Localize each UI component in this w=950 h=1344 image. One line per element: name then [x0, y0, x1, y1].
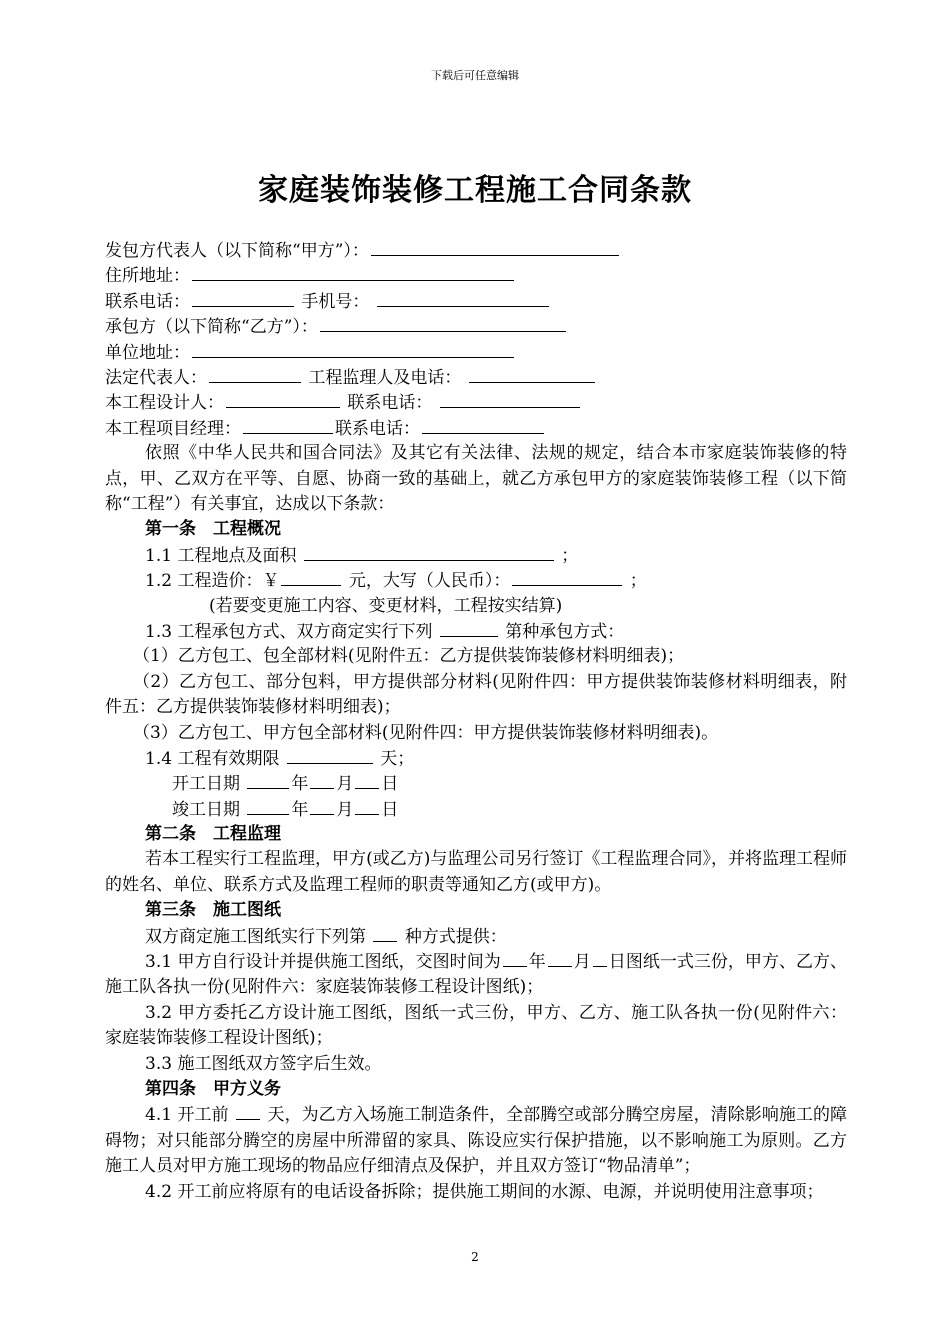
start-year-label: 年: [291, 774, 309, 795]
phone-blank[interactable]: [192, 289, 294, 307]
clause-1-2-capital-label: 元，大写（人民币）：: [348, 571, 511, 592]
start-date-label: 开工日期: [172, 774, 240, 795]
clause-1-3-end: 第种承包方式：: [505, 621, 625, 642]
start-day-label: 日: [381, 774, 399, 795]
intro-paragraph: 依照《中华人民共和国合同法》及其它有关法律、法规的规定，结合本市家庭装饰装修的特点，甲、乙双方在平等、自愿、协商一致的基础上，就乙方承包甲方的家庭装饰装修工程（以下简称“工程”）有关事宜，达成以下条款：: [105, 443, 847, 514]
article-3-heading: 第三条 施工图纸: [145, 900, 281, 921]
manager-phone-label: 联系电话：: [335, 418, 420, 439]
clause-1-2-label: 1.2 工程造价：￥: [145, 571, 280, 592]
manager-line: [105, 416, 847, 441]
clause-1-4-end: 天；: [380, 748, 415, 769]
legal-rep-line: [105, 365, 847, 390]
unit-address-line: [105, 340, 847, 365]
party-b-blank[interactable]: [320, 314, 566, 332]
start-month-blank[interactable]: [310, 771, 334, 789]
clause-1-4: [105, 746, 847, 771]
party-a-label: 发包方代表人（以下简称“甲方”）：: [105, 241, 369, 261]
cost-capital-blank[interactable]: [512, 568, 622, 586]
end-year-label: 年: [291, 799, 309, 820]
start-year-blank[interactable]: [247, 771, 289, 789]
drawing-month-blank[interactable]: [548, 949, 572, 967]
clause-1-1-end: ；: [561, 545, 579, 566]
designer-label: 本工程设计人：: [105, 393, 224, 414]
end-date-line: [105, 797, 847, 822]
legal-rep-blank[interactable]: [209, 365, 301, 383]
document-title: 家庭装饰装修工程施工合同条款: [258, 173, 692, 208]
clause-3-1-rest: 日图纸一式三份，甲方、乙方、施工队各执一份(见附件六：家庭装饰装修工程设计图纸)；: [105, 952, 847, 998]
option-3: （3）乙方包工、甲方包全部材料(见附件四：甲方提供装饰装修材料明细表)。: [133, 722, 719, 743]
party-a-blank[interactable]: [371, 238, 619, 256]
location-area-blank[interactable]: [304, 543, 554, 561]
clause-1-3: [105, 619, 847, 644]
article-3-intro-end: 种方式提供：: [404, 926, 507, 947]
supervisor-blank[interactable]: [469, 365, 595, 383]
clause-1-3-label: 1.3 工程承包方式、双方商定实行下列: [145, 621, 433, 642]
contract-body: [105, 238, 847, 1205]
unit-address-blank[interactable]: [192, 340, 514, 358]
clause-1-2-note: (若要变更施工内容、变更材料，工程按实结算): [209, 595, 563, 616]
article-2-heading: 第二条 工程监理: [145, 824, 281, 845]
clause-1-1: [105, 543, 847, 568]
designer-line: [105, 390, 847, 415]
drawing-method-blank[interactable]: [373, 924, 397, 942]
drawing-day-blank[interactable]: [593, 949, 607, 967]
end-day-label: 日: [381, 799, 399, 820]
clause-1-4-label: 1.4 工程有效期限: [145, 748, 280, 769]
end-date-label: 竣工日期: [172, 799, 240, 820]
clause-3-3: 3.3 施工图纸双方签字后生效。: [145, 1053, 382, 1074]
clause-4-2: 4.2 开工前应将原有的电话设备拆除；提供施工期间的水源、电源，并说明使用注意事项；: [145, 1181, 824, 1202]
start-date-line: [105, 771, 847, 796]
clause-4-1-rest: 天，为乙方入场施工制造条件，全部腾空或部分腾空房屋，清除影响施工的障碍物；对只能部分腾空的房屋中所滞留的家具、陈设应实行保护措施，以不影响施工为原则。乙方施工人员对甲方施工现场的物品应仔细清点及保护，并且双方签订“物品清单”；: [105, 1105, 847, 1177]
header-note: 下载后可任意编辑: [431, 69, 519, 82]
clause-3-1-label: 3.1 甲方自行设计并提供施工图纸，交图时间为: [145, 952, 501, 973]
supervisor-label: 工程监理人及电话：: [308, 367, 462, 388]
article-3-intro: [105, 924, 847, 949]
clause-4-1-label: 4.1 开工前: [145, 1105, 229, 1126]
start-month-label: 月: [336, 774, 354, 795]
party-b-line: [105, 314, 847, 339]
duration-days-blank[interactable]: [287, 746, 373, 764]
option-1: （1）乙方包工、包全部材料(见附件五：乙方提供装饰装修材料明细表)；: [133, 646, 685, 667]
option-2: [105, 670, 847, 721]
article-3-intro-label: 双方商定施工图纸实行下列第: [145, 926, 366, 947]
designer-blank[interactable]: [226, 390, 340, 408]
designer-phone-label: 联系电话：: [347, 393, 433, 414]
article-4-heading: 第四条 甲方义务: [145, 1079, 281, 1100]
prep-days-blank[interactable]: [236, 1102, 260, 1120]
phone-line: [105, 289, 847, 314]
designer-phone-blank[interactable]: [440, 390, 580, 408]
manager-phone-blank[interactable]: [422, 416, 544, 434]
party-a-line: [105, 238, 847, 263]
address-label: 住所地址：: [105, 266, 190, 287]
address-line: [105, 263, 847, 288]
article-1-heading: 第一条 工程概况: [145, 519, 281, 540]
manager-label: 本工程项目经理：: [105, 418, 241, 439]
manager-blank[interactable]: [243, 416, 333, 434]
drawing-year-label: 年: [528, 952, 546, 973]
clause-1-2: [105, 568, 847, 593]
end-day-blank[interactable]: [355, 797, 379, 815]
address-blank[interactable]: [192, 263, 514, 281]
start-day-blank[interactable]: [355, 771, 379, 789]
end-year-blank[interactable]: [247, 797, 289, 815]
mobile-blank[interactable]: [377, 289, 549, 307]
end-month-blank[interactable]: [310, 797, 334, 815]
cost-amount-blank[interactable]: [281, 568, 341, 586]
clause-1-1-label: 1.1 工程地点及面积: [145, 545, 297, 566]
contract-method-blank[interactable]: [440, 619, 498, 637]
page-number: 2: [471, 1250, 479, 1264]
clause-1-2-end: ；: [629, 571, 647, 592]
option-2-text: （2）乙方包工、部分包料，甲方提供部分材料(见附件四：甲方提供装饰装修材料明细表，附件五：乙方提供装饰装修材料明细表)；: [105, 671, 847, 718]
end-month-label: 月: [336, 799, 354, 820]
clause-3-1: [105, 949, 847, 1001]
clause-4-1: [105, 1102, 847, 1179]
clause-3-2: 3.2 甲方委托乙方设计施工图纸，图纸一式三份，甲方、乙方、施工队各执一份(见附件六：家庭装饰装修工程设计图纸)；: [105, 1002, 847, 1049]
phone-label: 联系电话：: [105, 291, 190, 312]
drawing-year-blank[interactable]: [503, 949, 527, 967]
unit-address-label: 单位地址：: [105, 342, 190, 363]
drawing-month-label: 月: [573, 952, 591, 973]
mobile-label: 手机号：: [301, 291, 370, 312]
party-b-label: 承包方（以下简称“乙方”）：: [105, 317, 318, 338]
legal-rep-label: 法定代表人：: [105, 367, 207, 388]
article-2-text: 若本工程实行工程监理，甲方(或乙方)与监理公司另行签订《工程监理合同》，并将监理工程师的姓名、单位、联系方式及监理工程师的职责等通知乙方(或甲方)。: [105, 849, 847, 895]
